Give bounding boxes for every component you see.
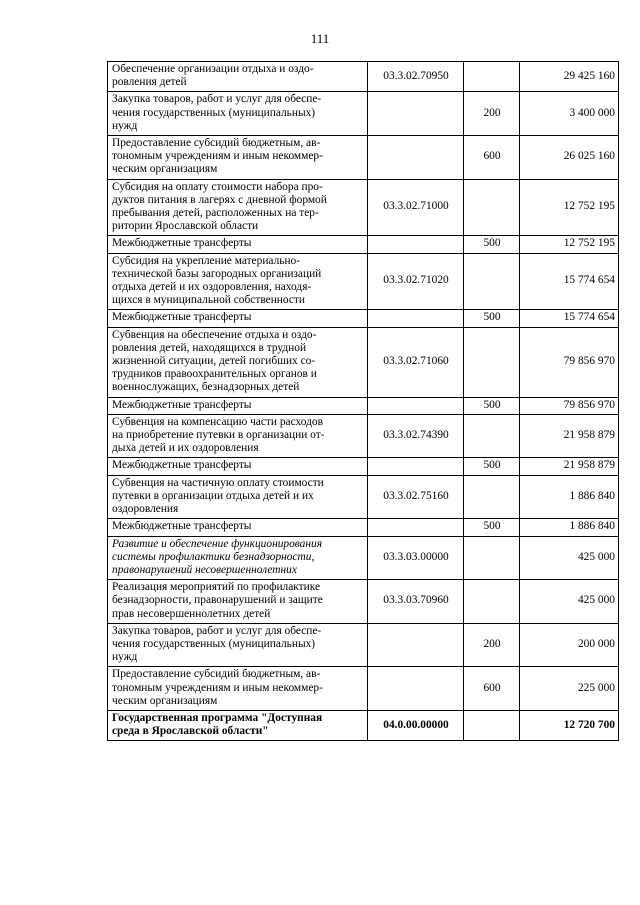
row-amount-cell: 79 856 970 <box>520 327 619 397</box>
budget-table <box>107 61 619 741</box>
row-code-cell <box>368 310 464 327</box>
row-code-cell <box>368 397 464 414</box>
row-code-cell <box>368 136 464 180</box>
row-amount-cell: 21 958 879 <box>520 414 619 458</box>
row-expense-type-cell: 500 <box>464 519 520 536</box>
row-name-cell: Обеспечение организации отдыха и оздо- ровления детей <box>108 62 368 92</box>
row-amount-cell: 1 886 840 <box>520 475 619 519</box>
row-name-cell: Субвенция на частичную оплату стоимости путевки в организации отдыха детей и их оздоровления <box>108 475 368 519</box>
row-expense-type-cell: 500 <box>464 236 520 253</box>
table-row <box>108 623 619 667</box>
row-expense-type-cell <box>464 62 520 92</box>
row-expense-type-cell <box>464 327 520 397</box>
table-row <box>108 519 619 536</box>
row-amount-cell: 29 425 160 <box>520 62 619 92</box>
row-code-cell: 03.3.02.71000 <box>368 179 464 236</box>
row-expense-type-cell <box>464 414 520 458</box>
row-name-cell: Государственная программа "Доступная среда в Ярославской области" <box>108 710 368 740</box>
row-name-cell: Субсидия на укрепление материально- технической базы загородных организаций отдыха детей и их оздоровления, находя- щихся в муниципальной собственности <box>108 253 368 310</box>
table-row <box>108 62 619 92</box>
row-name-cell: Межбюджетные трансферты <box>108 397 368 414</box>
row-amount-cell: 1 886 840 <box>520 519 619 536</box>
table-row <box>108 179 619 236</box>
row-expense-type-cell <box>464 580 520 624</box>
row-code-cell: 04.0.00.00000 <box>368 710 464 740</box>
row-code-cell: 03.3.02.71060 <box>368 327 464 397</box>
row-amount-cell: 15 774 654 <box>520 253 619 310</box>
budget-table-body <box>108 62 619 741</box>
row-name-cell: Межбюджетные трансферты <box>108 236 368 253</box>
row-amount-cell: 12 752 195 <box>520 179 619 236</box>
row-code-cell <box>368 236 464 253</box>
table-row <box>108 327 619 397</box>
row-amount-cell: 12 720 700 <box>520 710 619 740</box>
table-row <box>108 310 619 327</box>
row-name-cell: Реализация мероприятий по профилактике безнадзорности, правонарушений и защите прав несовершеннолетних детей <box>108 580 368 624</box>
row-code-cell <box>368 92 464 136</box>
row-amount-cell: 26 025 160 <box>520 136 619 180</box>
table-row <box>108 580 619 624</box>
row-amount-cell: 200 000 <box>520 623 619 667</box>
row-code-cell: 03.3.03.70960 <box>368 580 464 624</box>
row-code-cell: 03.3.02.70950 <box>368 62 464 92</box>
row-expense-type-cell <box>464 710 520 740</box>
row-name-cell: Межбюджетные трансферты <box>108 458 368 475</box>
row-expense-type-cell <box>464 475 520 519</box>
row-expense-type-cell: 200 <box>464 623 520 667</box>
page-number: 111 <box>310 31 330 46</box>
table-row <box>108 92 619 136</box>
row-name-cell: Межбюджетные трансферты <box>108 519 368 536</box>
row-expense-type-cell: 500 <box>464 458 520 475</box>
row-code-cell: 03.3.03.00000 <box>368 536 464 580</box>
row-expense-type-cell: 200 <box>464 92 520 136</box>
row-expense-type-cell: 600 <box>464 136 520 180</box>
row-amount-cell: 425 000 <box>520 536 619 580</box>
table-row <box>108 397 619 414</box>
row-code-cell <box>368 519 464 536</box>
row-name-cell: Развитие и обеспечение функционирования системы профилактики безнадзорности, правонарушений несовершеннолетних <box>108 536 368 580</box>
row-expense-type-cell: 500 <box>464 310 520 327</box>
table-row <box>108 458 619 475</box>
row-name-cell: Межбюджетные трансферты <box>108 310 368 327</box>
row-name-cell: Предоставление субсидий бюджетным, ав- тономным учреждениям и иным некоммер- ческим организациям <box>108 667 368 711</box>
row-name-cell: Субвенция на обеспечение отдыха и оздо- ровления детей, находящихся в трудной жизненной ситуации, детей погибших со- трудников правоохранительных органов и военнослужащих, безнадзорных детей <box>108 327 368 397</box>
table-row <box>108 710 619 740</box>
row-expense-type-cell: 500 <box>464 397 520 414</box>
row-amount-cell: 225 000 <box>520 667 619 711</box>
row-expense-type-cell <box>464 536 520 580</box>
row-code-cell <box>368 458 464 475</box>
row-amount-cell: 3 400 000 <box>520 92 619 136</box>
table-row <box>108 536 619 580</box>
table-row <box>108 236 619 253</box>
table-row <box>108 253 619 310</box>
row-name-cell: Закупка товаров, работ и услуг для обеспе- чения государственных (муниципальных) нужд <box>108 92 368 136</box>
row-code-cell: 03.3.02.74390 <box>368 414 464 458</box>
row-amount-cell: 21 958 879 <box>520 458 619 475</box>
row-expense-type-cell: 600 <box>464 667 520 711</box>
row-code-cell: 03.3.02.75160 <box>368 475 464 519</box>
table-row <box>108 136 619 180</box>
row-code-cell <box>368 623 464 667</box>
table-row <box>108 667 619 711</box>
row-amount-cell: 79 856 970 <box>520 397 619 414</box>
row-amount-cell: 12 752 195 <box>520 236 619 253</box>
row-expense-type-cell <box>464 253 520 310</box>
row-name-cell: Закупка товаров, работ и услуг для обеспе- чения государственных (муниципальных) нужд <box>108 623 368 667</box>
row-amount-cell: 15 774 654 <box>520 310 619 327</box>
row-name-cell: Субсидия на оплату стоимости набора про- дуктов питания в лагерях с дневной формой пребывания детей, расположенных на тер- ритории Ярославской области <box>108 179 368 236</box>
table-row <box>108 414 619 458</box>
row-code-cell: 03.3.02.71020 <box>368 253 464 310</box>
row-name-cell: Субвенция на компенсацию части расходов на приобретение путевки в организации от- дыха детей и их оздоровления <box>108 414 368 458</box>
row-amount-cell: 425 000 <box>520 580 619 624</box>
row-expense-type-cell <box>464 179 520 236</box>
row-code-cell <box>368 667 464 711</box>
row-name-cell: Предоставление субсидий бюджетным, ав- тономным учреждениям и иным некоммер- ческим организациям <box>108 136 368 180</box>
table-row <box>108 475 619 519</box>
